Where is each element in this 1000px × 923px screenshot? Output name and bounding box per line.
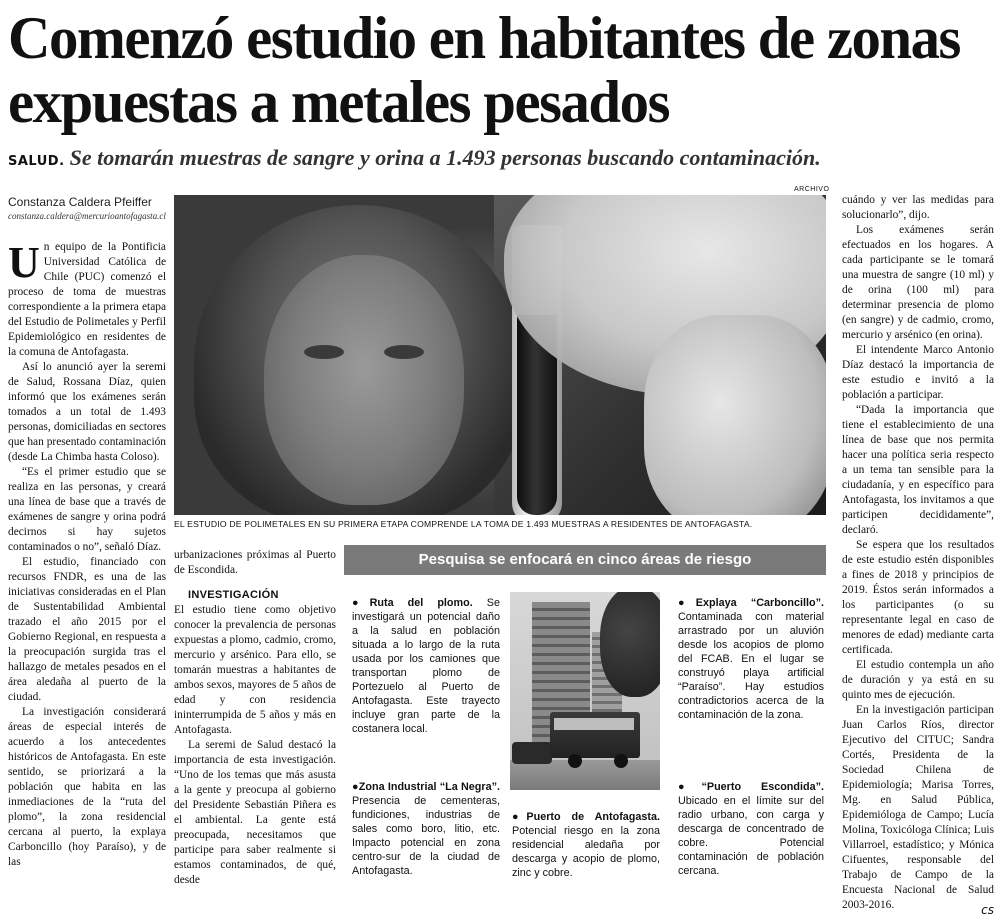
area-name: Puerto de Antofagasta. xyxy=(526,811,660,823)
bullet-icon: ● xyxy=(678,781,702,793)
bullet-icon: ● xyxy=(678,597,696,609)
end-mark: cs xyxy=(981,903,994,917)
paragraph: En la investigación participan Juan Carlos Ríos, director Ejecutivo del CITUC; Sandra Cortés, Presidenta de la Sociedad Chilena de Epidemiología; Marisa Torres, Mg. en Salud Pública, Epidemióloga de Campo; Lucía Molina, Toxicóloga Clínica; Luis Villarroel, estadístico; y Mónica Cifuentes, responsable del Trabajo de Campo de la Encuesta Nacional de Salud 2003-2016. xyxy=(842,704,994,911)
area-text: Ubicado en el límite sur del radio urbano, con carga y descarga de concentrado de cobre. Potencial contaminación de población cercana. xyxy=(678,795,824,877)
area-text: Contaminada con material arrastrado por un aluvión desde los acopios de plomo del FCAB. En el lugar se construyó playa artificial “Paraíso”. Hay estudios contradictorios acerca de la contaminación de la zona. xyxy=(678,611,824,721)
paragraph: El estudio tiene como objetivo conocer la prevalencia de personas expuestas a plomo, cadmio, cromo, mercurio y arsénico. Para ello, se tomarán muestras a habitantes de ambos sexos, mayores de 5 años de edad y con residencia ininterrumpida de 5 años y más en Antofagasta. xyxy=(174,604,336,736)
photo-road xyxy=(510,760,660,790)
paragraph: El estudio, financiado con recursos FNDR, es una de las iniciativas consideradas en el Plan de Sustentabilidad Ambiental trazado el año 2015 por el Gobierno Regional, en respuesta a la preocupación surgida tras el hallazgo de metales pesados en el área aledaña al puerto de la ciudad. xyxy=(8,556,166,703)
photo-face xyxy=(264,255,464,505)
area-name: Zona Industrial “La Negra”. xyxy=(358,781,500,793)
paragraph: Así lo anunció ayer la seremi de Salud, Rossana Díaz, quien informó que los exámenes serán tomados a un total de 1.493 personas, domiciliadas en sectores que han presentado contaminación (desde La Chimba hasta Coloso). xyxy=(8,361,166,463)
photo-caption: EL ESTUDIO DE POLIMETALES EN SU PRIMERA ETAPA COMPRENDE LA TOMA DE 1.493 MUESTRAS A RESIDENTES DE ANTOFAGASTA. xyxy=(174,519,753,529)
photo-wheel xyxy=(614,754,628,768)
area-name: Explaya “Carboncillo”. xyxy=(695,597,824,609)
paragraph: Se espera que los resultados de este estudio estén disponibles a fines de 2018 y principios de 2019. Éstos serán informados a los participantes (o su representante legal en caso de menores de edad) mediante carta certificada. xyxy=(842,539,994,656)
paragraph: cuándo y ver las medidas para solucionarlo”, dijo. xyxy=(842,194,994,221)
risk-area-2 xyxy=(352,780,500,878)
paragraph xyxy=(8,240,166,360)
area-text: Presencia de cementeras, fundiciones, industrias de sales como boro, litio, etc. Impacto potencial en zona centro-sur de la ciudad de Antofagasta. xyxy=(352,795,500,877)
photo-eye xyxy=(304,345,344,359)
byline xyxy=(8,195,170,221)
article-column-3 xyxy=(842,193,994,920)
area-text: Potencial riesgo en la zona residencial aledaña por descarga y acopio de plomo, zinc y cobre. xyxy=(512,825,660,879)
gloved-hand-lower xyxy=(644,315,826,515)
port-photo xyxy=(510,592,660,790)
photo-tree xyxy=(600,592,660,697)
subtitle: Se tomarán muestras de sangre y orina a 1.493 personas buscando contaminación. xyxy=(69,145,821,170)
bullet-icon: ● xyxy=(352,781,359,793)
paragraph-text: n equipo de la Pontificia Universidad Católica de Chile (PUC) comenzó el proceso de toma de muestras correspondiente a la primera etapa del Estudio de Polimetales y Perfil Epidemiológico en residentes de la comuna de Antofagasta. xyxy=(8,241,166,358)
area-text: Se investigará un potencial daño a la salud en población situada a lo largo de la ruta usada por los camiones que transportan plomo de Portezuelo al Puerto de Antofagasta. Este trayecto incluye gran parte de la costanera local. xyxy=(352,597,501,735)
author-email: constanza.caldera@mercurioantofagasta.cl xyxy=(8,211,166,221)
risk-area-1 xyxy=(352,596,500,736)
author-name: Constanza Caldera Pfeiffer xyxy=(8,195,152,209)
headline: Comenzó estudio en habitantes de zonas expuestas a metales pesados xyxy=(8,5,960,135)
paragraph: La investigación considerará áreas de especial interés de acuerdo a los antecedentes históricos de Antofagasta. En este sentido, se priorizará a la población que habita en las inmediaciones de la “ruta del plomo”, la zona residencial cercana al puerto, la explaya Carboncillo (hoy Paraíso), y de las xyxy=(8,706,166,868)
section-tag: SALUD. xyxy=(8,154,65,169)
paragraph: El intendente Marco Antonio Díaz destacó la importancia de este estudio e invitó a la población a participar. xyxy=(842,344,994,401)
article-column-2 xyxy=(174,548,336,920)
paragraph: urbanizaciones próximas al Puerto de Escondida. xyxy=(174,549,336,576)
area-name: “Puerto Escondida”. xyxy=(701,781,824,793)
photo-truck-stripe xyxy=(554,718,634,730)
photo-wheel xyxy=(568,754,582,768)
risk-area-5 xyxy=(678,780,824,878)
kicker xyxy=(8,145,998,171)
paragraph: “Es el primer estudio que se realiza en las personas, y creará una línea de base que a través de exámenes de sangre y orina podrá decirnos si hay sujetos contaminados o no”, señaló Díaz. xyxy=(8,466,166,553)
paragraph: “Dada la importancia que tiene el establecimiento de una línea de base que nos permita hacer una política seria respecto a un tema tan sensible para la ciudadanía, y en específico para Antofagasta, los invitamos a que participen decididamente”, declaró. xyxy=(842,404,994,536)
photo-credit: ARCHIVO xyxy=(794,186,830,193)
infobox xyxy=(344,580,826,920)
drop-cap: U xyxy=(8,240,40,287)
paragraph: Los exámenes serán efectuados en los hogares. A cada participante se le tomará una muestra de sangre (10 ml) y de orina (100 ml) para determinar presencia de plomo (en sangre) y de cadmio, cromo, mercurio y arsénico (en orina). xyxy=(842,224,994,341)
area-name: Ruta del plomo. xyxy=(369,597,473,609)
bullet-icon: ● xyxy=(512,811,527,823)
risk-area-3 xyxy=(512,810,660,880)
article-column-1 xyxy=(8,240,166,920)
bullet-icon: ● xyxy=(352,597,370,609)
main-photo xyxy=(174,195,826,515)
paragraph: El estudio contempla un año de duración y ya está en su quinto mes de ejecución. xyxy=(842,659,994,701)
paragraph: La seremi de Salud destacó la importancia de esta investigación. “Uno de los temas que más asusta a la gente y preocupa al gobierno del Presidente Sebastián Piñera es el ambiental. La gente está preocupada, necesitamos que participe para saber realmente si estamos contaminados, de qué, desde xyxy=(174,739,336,886)
subheading: INVESTIGACIÓN xyxy=(188,589,279,601)
photo-car xyxy=(512,742,552,764)
risk-area-4 xyxy=(678,596,824,722)
infobox-title: Pesquisa se enfocará en cinco áreas de riesgo xyxy=(344,545,826,575)
photo-eye xyxy=(384,345,424,359)
